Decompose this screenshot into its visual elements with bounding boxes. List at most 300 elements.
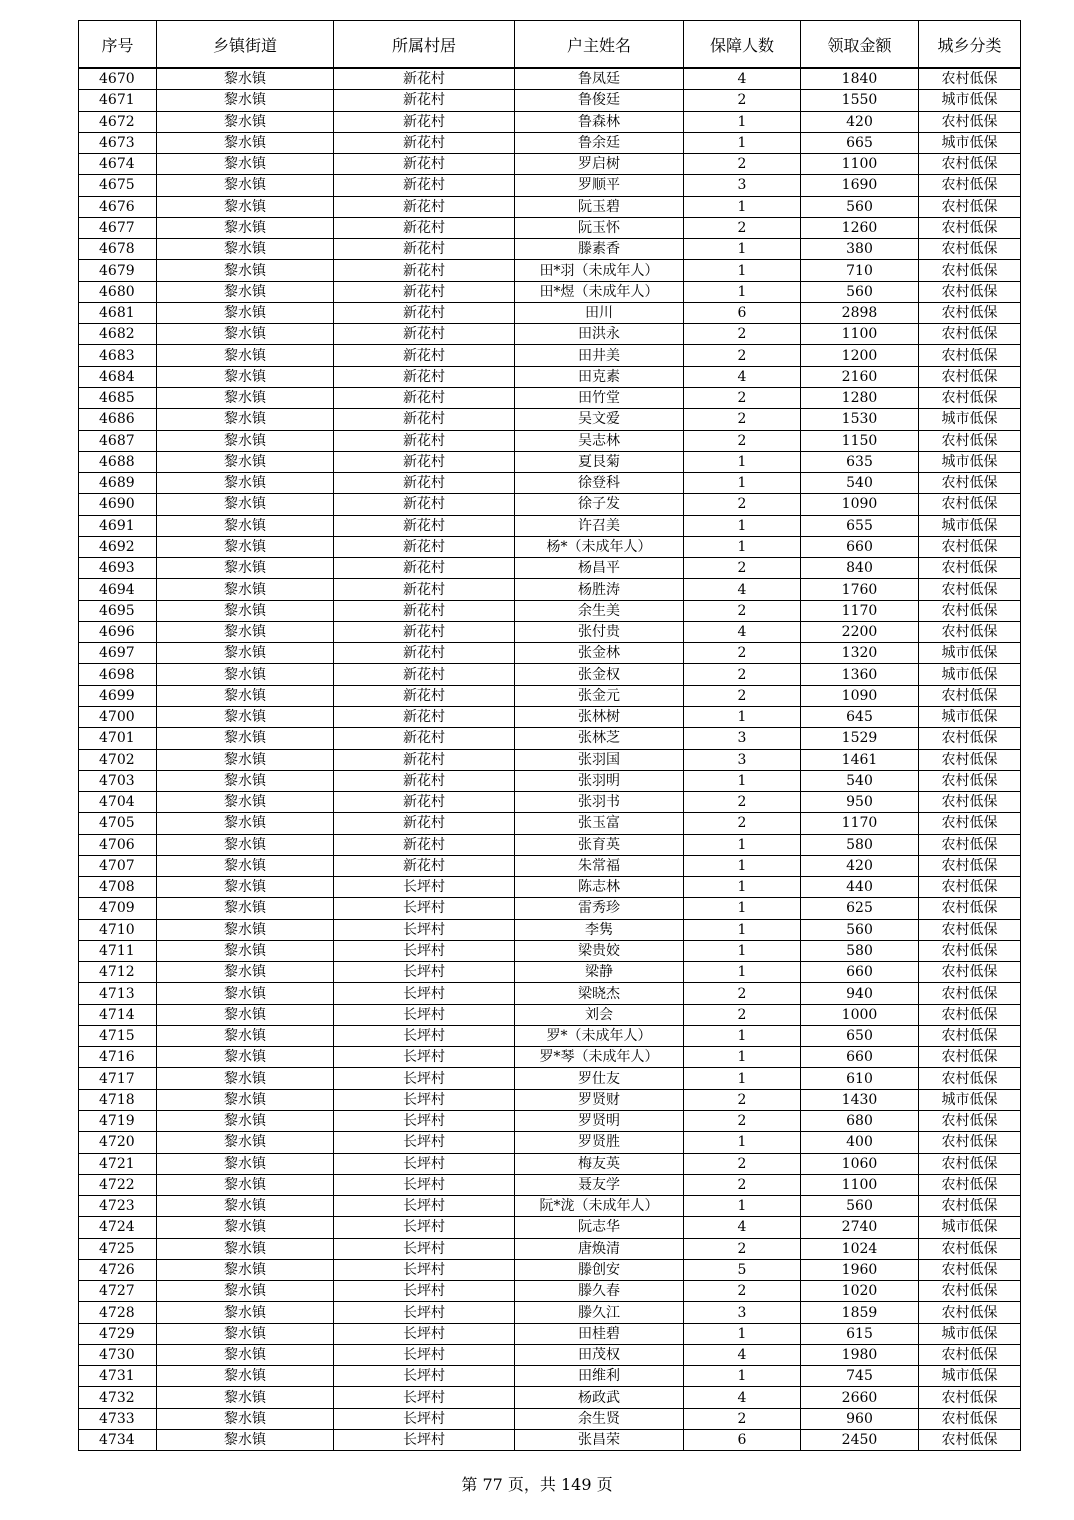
cell-township: 黎水镇 [157,68,334,90]
cell-householder: 鲁俊廷 [515,90,684,111]
cell-category: 农村低保 [919,154,1021,175]
table-row [79,770,1021,791]
cell-township: 黎水镇 [157,1153,334,1174]
cell-covered-persons: 1 [684,1323,801,1344]
cell-serial: 4677 [79,217,157,238]
cell-householder: 杨昌平 [515,558,684,579]
cell-amount: 1529 [801,728,919,749]
cell-township: 黎水镇 [157,1174,334,1195]
cell-covered-persons: 2 [684,324,801,345]
cell-householder: 滕久春 [515,1281,684,1302]
cell-village: 长坪村 [334,1217,515,1238]
cell-village: 长坪村 [334,1111,515,1132]
cell-householder: 杨政武 [515,1387,684,1408]
cell-township: 黎水镇 [157,855,334,876]
cell-amount: 380 [801,239,919,260]
cell-covered-persons: 4 [684,1217,801,1238]
cell-covered-persons: 1 [684,834,801,855]
cell-covered-persons: 1 [684,515,801,536]
cell-serial: 4682 [79,324,157,345]
cell-village: 长坪村 [334,1281,515,1302]
cell-category: 农村低保 [919,600,1021,621]
cell-category: 农村低保 [919,1344,1021,1365]
cell-township: 黎水镇 [157,302,334,323]
table-row [79,196,1021,217]
cell-village: 长坪村 [334,1344,515,1365]
cell-township: 黎水镇 [157,834,334,855]
table-row [79,643,1021,664]
table-row [79,473,1021,494]
cell-covered-persons: 4 [684,1344,801,1365]
cell-category: 农村低保 [919,898,1021,919]
table-row [79,898,1021,919]
cell-covered-persons: 1 [684,1068,801,1089]
cell-category: 农村低保 [919,813,1021,834]
cell-amount: 1260 [801,217,919,238]
header-serial: 序号 [79,21,157,69]
cell-village: 长坪村 [334,1068,515,1089]
cell-village: 新花村 [334,473,515,494]
cell-category: 农村低保 [919,1430,1021,1451]
cell-amount: 1170 [801,600,919,621]
cell-village: 长坪村 [334,1153,515,1174]
cell-village: 新花村 [334,196,515,217]
cell-covered-persons: 2 [684,983,801,1004]
cell-township: 黎水镇 [157,1259,334,1280]
cell-township: 黎水镇 [157,940,334,961]
cell-covered-persons: 1 [684,962,801,983]
table-row [79,1217,1021,1238]
cell-category: 城市低保 [919,90,1021,111]
cell-village: 长坪村 [334,1004,515,1025]
cell-householder: 鲁森林 [515,111,684,132]
table-row [79,302,1021,323]
cell-township: 黎水镇 [157,664,334,685]
cell-township: 黎水镇 [157,685,334,706]
cell-village: 长坪村 [334,962,515,983]
cell-village: 新花村 [334,855,515,876]
cell-category: 农村低保 [919,962,1021,983]
table-row [79,409,1021,430]
cell-covered-persons: 2 [684,90,801,111]
table-row [79,1047,1021,1068]
cell-covered-persons: 1 [684,239,801,260]
cell-amount: 665 [801,132,919,153]
cell-township: 黎水镇 [157,770,334,791]
cell-covered-persons: 2 [684,1153,801,1174]
cell-amount: 560 [801,919,919,940]
cell-serial: 4713 [79,983,157,1004]
cell-township: 黎水镇 [157,260,334,281]
cell-township: 黎水镇 [157,1366,334,1387]
cell-category: 农村低保 [919,834,1021,855]
cell-township: 黎水镇 [157,324,334,345]
cell-householder: 鲁余廷 [515,132,684,153]
cell-category: 农村低保 [919,494,1021,515]
cell-village: 新花村 [334,451,515,472]
cell-category: 农村低保 [919,302,1021,323]
cell-village: 新花村 [334,430,515,451]
cell-amount: 655 [801,515,919,536]
cell-householder: 许召美 [515,515,684,536]
cell-township: 黎水镇 [157,813,334,834]
cell-amount: 1060 [801,1153,919,1174]
cell-householder: 滕创安 [515,1259,684,1280]
cell-serial: 4681 [79,302,157,323]
cell-householder: 田克素 [515,366,684,387]
cell-village: 新花村 [334,536,515,557]
cell-serial: 4699 [79,685,157,706]
cell-serial: 4685 [79,387,157,408]
table-row [79,813,1021,834]
cell-serial: 4728 [79,1302,157,1323]
cell-householder: 聂友学 [515,1174,684,1195]
cell-category: 农村低保 [919,1132,1021,1153]
cell-amount: 1000 [801,1004,919,1025]
table-header [79,21,1021,69]
cell-householder: 罗启树 [515,154,684,175]
cell-serial: 4678 [79,239,157,260]
cell-covered-persons: 1 [684,877,801,898]
cell-serial: 4672 [79,111,157,132]
cell-village: 长坪村 [334,1238,515,1259]
cell-serial: 4691 [79,515,157,536]
cell-township: 黎水镇 [157,898,334,919]
table-row [79,940,1021,961]
cell-serial: 4717 [79,1068,157,1089]
table-row [79,515,1021,536]
cell-township: 黎水镇 [157,1387,334,1408]
cell-serial: 4730 [79,1344,157,1365]
cell-householder: 陈志林 [515,877,684,898]
cell-householder: 田*羽（未成年人） [515,260,684,281]
cell-serial: 4715 [79,1025,157,1046]
cell-village: 新花村 [334,68,515,90]
table-row [79,1025,1021,1046]
table-row [79,1323,1021,1344]
cell-township: 黎水镇 [157,643,334,664]
table-row [79,600,1021,621]
cell-category: 城市低保 [919,664,1021,685]
cell-category: 农村低保 [919,1281,1021,1302]
cell-amount: 560 [801,196,919,217]
cell-category: 农村低保 [919,430,1021,451]
cell-covered-persons: 2 [684,1281,801,1302]
cell-amount: 1100 [801,324,919,345]
allowance-table [78,20,1021,1451]
cell-householder: 张育英 [515,834,684,855]
cell-amount: 660 [801,962,919,983]
cell-township: 黎水镇 [157,1111,334,1132]
cell-covered-persons: 2 [684,1174,801,1195]
cell-township: 黎水镇 [157,792,334,813]
cell-serial: 4722 [79,1174,157,1195]
cell-township: 黎水镇 [157,281,334,302]
cell-serial: 4690 [79,494,157,515]
cell-township: 黎水镇 [157,1408,334,1429]
cell-covered-persons: 2 [684,1408,801,1429]
cell-covered-persons: 1 [684,855,801,876]
cell-covered-persons: 1 [684,1366,801,1387]
table-row [79,728,1021,749]
cell-township: 黎水镇 [157,196,334,217]
cell-householder: 鲁凤廷 [515,68,684,90]
cell-serial: 4719 [79,1111,157,1132]
cell-township: 黎水镇 [157,239,334,260]
cell-serial: 4726 [79,1259,157,1280]
cell-serial: 4675 [79,175,157,196]
cell-serial: 4711 [79,940,157,961]
table-row [79,451,1021,472]
table-row [79,1238,1021,1259]
table-row [79,217,1021,238]
cell-serial: 4688 [79,451,157,472]
table-row [79,1387,1021,1408]
cell-serial: 4732 [79,1387,157,1408]
cell-householder: 田茂权 [515,1344,684,1365]
cell-covered-persons: 1 [684,770,801,791]
cell-covered-persons: 2 [684,154,801,175]
cell-covered-persons: 4 [684,68,801,90]
cell-serial: 4704 [79,792,157,813]
cell-amount: 2740 [801,1217,919,1238]
cell-householder: 田维利 [515,1366,684,1387]
cell-village: 新花村 [334,685,515,706]
cell-serial: 4673 [79,132,157,153]
table-row [79,536,1021,557]
cell-village: 长坪村 [334,1196,515,1217]
cell-category: 农村低保 [919,387,1021,408]
cell-township: 黎水镇 [157,621,334,642]
cell-covered-persons: 1 [684,451,801,472]
cell-amount: 1550 [801,90,919,111]
table-row [79,855,1021,876]
cell-village: 新花村 [334,239,515,260]
cell-village: 新花村 [334,111,515,132]
cell-category: 农村低保 [919,1047,1021,1068]
table-row [79,281,1021,302]
cell-amount: 625 [801,898,919,919]
cell-serial: 4733 [79,1408,157,1429]
cell-township: 黎水镇 [157,90,334,111]
cell-village: 新花村 [334,366,515,387]
cell-covered-persons: 2 [684,643,801,664]
cell-covered-persons: 2 [684,1111,801,1132]
cell-township: 黎水镇 [157,1068,334,1089]
cell-serial: 4723 [79,1196,157,1217]
cell-householder: 张付贵 [515,621,684,642]
header-township: 乡镇街道 [157,21,334,69]
cell-householder: 夏艮菊 [515,451,684,472]
cell-amount: 420 [801,855,919,876]
cell-village: 长坪村 [334,1323,515,1344]
cell-township: 黎水镇 [157,558,334,579]
cell-serial: 4701 [79,728,157,749]
cell-householder: 李隽 [515,919,684,940]
cell-village: 新花村 [334,345,515,366]
cell-amount: 1430 [801,1089,919,1110]
cell-category: 农村低保 [919,728,1021,749]
cell-serial: 4692 [79,536,157,557]
cell-covered-persons: 1 [684,898,801,919]
cell-householder: 徐子发 [515,494,684,515]
cell-category: 农村低保 [919,685,1021,706]
table-row [79,154,1021,175]
cell-serial: 4670 [79,68,157,90]
table-row [79,1068,1021,1089]
cell-village: 新花村 [334,664,515,685]
cell-village: 新花村 [334,387,515,408]
cell-category: 农村低保 [919,111,1021,132]
cell-township: 黎水镇 [157,1004,334,1025]
table-row [79,749,1021,770]
table-row [79,111,1021,132]
cell-village: 长坪村 [334,1387,515,1408]
cell-serial: 4721 [79,1153,157,1174]
cell-serial: 4686 [79,409,157,430]
cell-category: 农村低保 [919,855,1021,876]
cell-amount: 615 [801,1323,919,1344]
table-row [79,132,1021,153]
table-row [79,1153,1021,1174]
table-row [79,430,1021,451]
cell-serial: 4714 [79,1004,157,1025]
cell-township: 黎水镇 [157,1217,334,1238]
cell-householder: 张玉富 [515,813,684,834]
table-row [79,1259,1021,1280]
cell-householder: 梅友英 [515,1153,684,1174]
cell-township: 黎水镇 [157,451,334,472]
cell-householder: 张林芝 [515,728,684,749]
cell-amount: 1100 [801,154,919,175]
cell-serial: 4720 [79,1132,157,1153]
cell-householder: 罗贤财 [515,1089,684,1110]
cell-township: 黎水镇 [157,366,334,387]
cell-covered-persons: 1 [684,281,801,302]
cell-township: 黎水镇 [157,1238,334,1259]
cell-serial: 4676 [79,196,157,217]
cell-amount: 1461 [801,749,919,770]
cell-covered-persons: 1 [684,132,801,153]
cell-amount: 560 [801,1196,919,1217]
cell-householder: 梁静 [515,962,684,983]
cell-amount: 580 [801,834,919,855]
cell-serial: 4712 [79,962,157,983]
cell-amount: 1980 [801,1344,919,1365]
cell-amount: 1760 [801,579,919,600]
cell-township: 黎水镇 [157,919,334,940]
cell-amount: 1320 [801,643,919,664]
cell-township: 黎水镇 [157,1430,334,1451]
cell-amount: 1024 [801,1238,919,1259]
cell-householder: 刘会 [515,1004,684,1025]
cell-township: 黎水镇 [157,749,334,770]
cell-serial: 4703 [79,770,157,791]
cell-village: 新花村 [334,154,515,175]
cell-amount: 1090 [801,685,919,706]
cell-covered-persons: 3 [684,749,801,770]
cell-householder: 雷秀珍 [515,898,684,919]
cell-amount: 2450 [801,1430,919,1451]
cell-amount: 540 [801,473,919,494]
cell-householder: 杨胜涛 [515,579,684,600]
cell-village: 新花村 [334,515,515,536]
cell-category: 农村低保 [919,536,1021,557]
cell-covered-persons: 3 [684,1302,801,1323]
table-row [79,345,1021,366]
cell-serial: 4698 [79,664,157,685]
cell-amount: 560 [801,281,919,302]
cell-township: 黎水镇 [157,1132,334,1153]
cell-village: 新花村 [334,494,515,515]
cell-category: 城市低保 [919,451,1021,472]
cell-township: 黎水镇 [157,1047,334,1068]
cell-township: 黎水镇 [157,1025,334,1046]
cell-serial: 4707 [79,855,157,876]
cell-category: 城市低保 [919,1089,1021,1110]
cell-category: 农村低保 [919,1387,1021,1408]
cell-category: 农村低保 [919,919,1021,940]
cell-householder: 田竹堂 [515,387,684,408]
cell-category: 农村低保 [919,1004,1021,1025]
header-category: 城乡分类 [919,21,1021,69]
cell-covered-persons: 2 [684,1004,801,1025]
cell-category: 农村低保 [919,239,1021,260]
cell-category: 城市低保 [919,515,1021,536]
cell-township: 黎水镇 [157,536,334,557]
cell-township: 黎水镇 [157,111,334,132]
cell-amount: 645 [801,706,919,727]
table-row [79,494,1021,515]
cell-householder: 杨*（未成年人） [515,536,684,557]
cell-village: 长坪村 [334,898,515,919]
table-row [79,1430,1021,1451]
cell-amount: 400 [801,1132,919,1153]
cell-township: 黎水镇 [157,1344,334,1365]
cell-covered-persons: 1 [684,1025,801,1046]
cell-amount: 1960 [801,1259,919,1280]
cell-serial: 4729 [79,1323,157,1344]
cell-amount: 1840 [801,68,919,90]
cell-amount: 440 [801,877,919,898]
cell-householder: 张羽明 [515,770,684,791]
cell-householder: 张羽书 [515,792,684,813]
cell-township: 黎水镇 [157,430,334,451]
cell-covered-persons: 2 [684,600,801,621]
cell-amount: 2200 [801,621,919,642]
cell-category: 农村低保 [919,1025,1021,1046]
cell-amount: 635 [801,451,919,472]
cell-township: 黎水镇 [157,494,334,515]
table-row [79,1344,1021,1365]
cell-township: 黎水镇 [157,579,334,600]
cell-village: 新花村 [334,728,515,749]
cell-householder: 唐焕清 [515,1238,684,1259]
table-row [79,1132,1021,1153]
cell-village: 长坪村 [334,1047,515,1068]
cell-category: 城市低保 [919,1323,1021,1344]
cell-householder: 罗贤胜 [515,1132,684,1153]
cell-covered-persons: 1 [684,536,801,557]
cell-covered-persons: 2 [684,558,801,579]
cell-township: 黎水镇 [157,345,334,366]
cell-amount: 540 [801,770,919,791]
cell-householder: 张金元 [515,685,684,706]
cell-township: 黎水镇 [157,217,334,238]
cell-township: 黎水镇 [157,728,334,749]
cell-village: 新花村 [334,643,515,664]
table-row [79,834,1021,855]
